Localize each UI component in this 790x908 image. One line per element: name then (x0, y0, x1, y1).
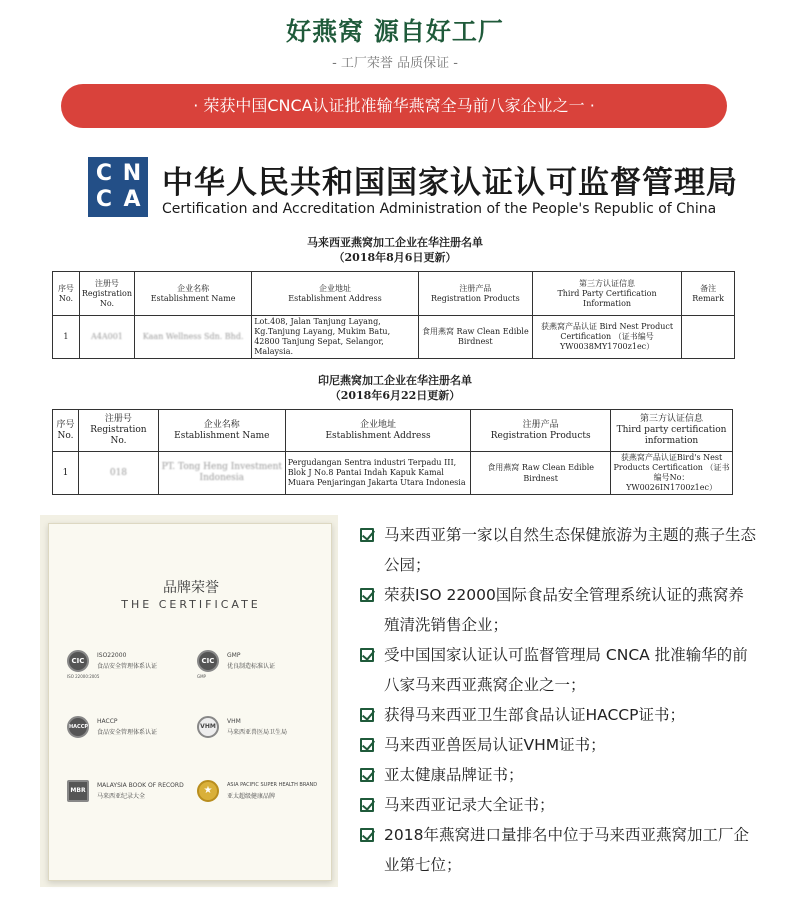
badge-desc: 马来西亚纪录大全 (97, 793, 146, 800)
indonesia-table-date: （2018年6月22日更新） (329, 389, 461, 402)
header-cell: 企业地址 Establishment Address (285, 410, 471, 452)
agency-name-cn: 中华人民共和国国家认证认可监督管理局 (162, 165, 738, 201)
registration-number: 018 (78, 452, 158, 495)
header-cell: 注册号 Registration No. (79, 272, 134, 316)
establishment-address: Lot.408, Jalan Tanjung Layang, Kg.Tanjung Layang, Mukim Batu, 42800 Tanjung Sepat, Selangor, Malaysia. (252, 316, 419, 359)
page-subtitle: - 工厂荣誉 品质保证 - (332, 56, 458, 71)
list-item (356, 820, 756, 880)
certificate-title: 品牌荣誉 (163, 580, 219, 596)
certification-info: 获燕窝产品认证 Bird Nest Product Certification （证书编号 YW0038MY1700z1ec） (532, 316, 681, 359)
list-item (356, 790, 756, 820)
checkbox-icon (360, 798, 374, 812)
certificate-subtitle: THE CERTIFICATE (121, 598, 261, 611)
honor-text: 2018年燕窝进口量排名中位于马来西亚燕窝加工厂企业第七位； (384, 826, 749, 874)
list-item (356, 700, 756, 730)
certificate-card (48, 523, 332, 881)
remark (682, 316, 735, 359)
header-cell: 企业名称 Establishment Name (134, 272, 251, 316)
gmp-cic-icon: CIC (197, 650, 219, 672)
row-number: 1 (53, 316, 80, 359)
logo-letter: C (95, 161, 113, 186)
checkbox-icon (360, 648, 374, 662)
honor-text: 马来西亚第一家以自然生态保健旅游为主题的燕子生态公园； (384, 526, 757, 574)
header-cell: 第三方认证信息 Third Party Certification Information (532, 272, 681, 316)
badge-caption: GMP (197, 674, 206, 679)
checkbox-icon (360, 828, 374, 842)
checkbox-icon (360, 738, 374, 752)
header-cell: 第三方认证信息 Third party certification information (611, 410, 733, 452)
table-header-row (53, 410, 733, 452)
checkbox-icon (360, 768, 374, 782)
honor-text: 获得马来西亚卫生部食品认证HACCP证书； (384, 706, 685, 724)
header-cell: 注册号 Registration No. (78, 410, 158, 452)
table-row (53, 316, 735, 359)
malaysia-table-title: 马来西亚燕窝加工企业在华注册名单 (307, 236, 483, 249)
header-cell: 企业地址 Establishment Address (252, 272, 419, 316)
logo-letter: N (122, 161, 142, 186)
honor-text: 亚太健康品牌证书； (384, 766, 524, 784)
header-cell: 序号 No. (53, 272, 80, 316)
badge-desc: 优良制造标准认证 (227, 663, 276, 670)
haccp-icon: HACCP (67, 716, 89, 738)
badge-name: VHM (227, 718, 241, 725)
badge-desc: 马来西亚兽医局卫生局 (227, 729, 288, 736)
badge-desc: 亚太超级健康品牌 (227, 793, 276, 800)
establishment-name: Kaan Wellness Sdn. Bhd. (134, 316, 251, 359)
badge-name: MALAYSIA BOOK OF RECORD (97, 782, 184, 789)
header-cell: 备注 Remark (682, 272, 735, 316)
establishment-address: Pergudangan Sentra industri Terpadu III, Blok J No.8 Pantai Indah Kapuk Kamal Muara Penjaringan Jakarta Utara Indonesia (285, 452, 471, 495)
cnca-logo (88, 157, 148, 217)
certification-info: 获燕窝产品认证Bird's Nest Products Certification （证书编号No：YW0026IN1700z1ec） (611, 452, 733, 495)
logo-letter: A (123, 187, 141, 212)
vhm-icon: VHM (197, 716, 219, 738)
honor-text: 受中国国家认证认可监督管理局 CNCA 批准输华的前八家马来西亚燕窝企业之一； (384, 646, 748, 694)
table-header-row (53, 272, 735, 316)
checkbox-icon (360, 588, 374, 602)
badge-name: ASIA PACIFIC SUPER HEALTH BRAND (227, 782, 318, 788)
list-item (356, 760, 756, 790)
book-of-record-icon: MBR (67, 780, 89, 802)
indonesia-registration-table (52, 409, 733, 495)
header-cell: 注册产品 Registration Products (418, 272, 532, 316)
header-cell: 企业名称 Establishment Name (158, 410, 285, 452)
agency-name-en: Certification and Accreditation Administration of the People's Republic of China (162, 201, 717, 217)
list-item (356, 580, 756, 640)
list-item (356, 640, 756, 700)
iso-cic-icon: CIC (67, 650, 89, 672)
honors-list (356, 520, 756, 880)
malaysia-registration-table (52, 271, 735, 359)
indonesia-table-title: 印尼燕窝加工企业在华注册名单 (318, 374, 472, 387)
checkbox-icon (360, 528, 374, 542)
badge-name: HACCP (97, 718, 118, 725)
registration-product: 食用燕窝 Raw Clean Edible Birdnest (471, 452, 611, 495)
badge-desc: 食品安全管理体系认证 (97, 729, 158, 736)
honor-text: 马来西亚兽医局认证VHM证书； (384, 736, 606, 754)
honor-text: 荣获ISO 22000国际食品安全管理系统认证的燕窝养殖清洗销售企业； (384, 586, 744, 634)
registration-number: A4A001 (79, 316, 134, 359)
badge-caption: ISO 22000:2005 (67, 674, 100, 679)
page-title: 好燕窝 源自好工厂 (286, 17, 504, 46)
checkbox-icon (360, 708, 374, 722)
header-cell: 序号 No. (53, 410, 79, 452)
honor-text: 马来西亚记录大全证书； (384, 796, 555, 814)
registration-product: 食用燕窝 Raw Clean Edible Birdnest (418, 316, 532, 359)
table-row (53, 452, 733, 495)
badge-name: ISO22000 (97, 652, 127, 659)
row-number: 1 (53, 452, 79, 495)
header-cell: 注册产品 Registration Products (471, 410, 611, 452)
list-item (356, 520, 756, 580)
establishment-name: PT. Tong Heng Investment Indonesia (158, 452, 285, 495)
malaysia-table-date: （2018年8月6日更新） (333, 251, 457, 264)
cnca-banner: · 荣获中国CNCA认证批准输华燕窝全马前八家企业之一 · (61, 84, 727, 128)
badge-name: GMP (227, 652, 241, 659)
logo-letter: C (95, 187, 113, 212)
badge-desc: 食品安全管理体系认证 (97, 663, 158, 670)
list-item (356, 730, 756, 760)
gold-medal-icon: ★ (197, 780, 219, 802)
